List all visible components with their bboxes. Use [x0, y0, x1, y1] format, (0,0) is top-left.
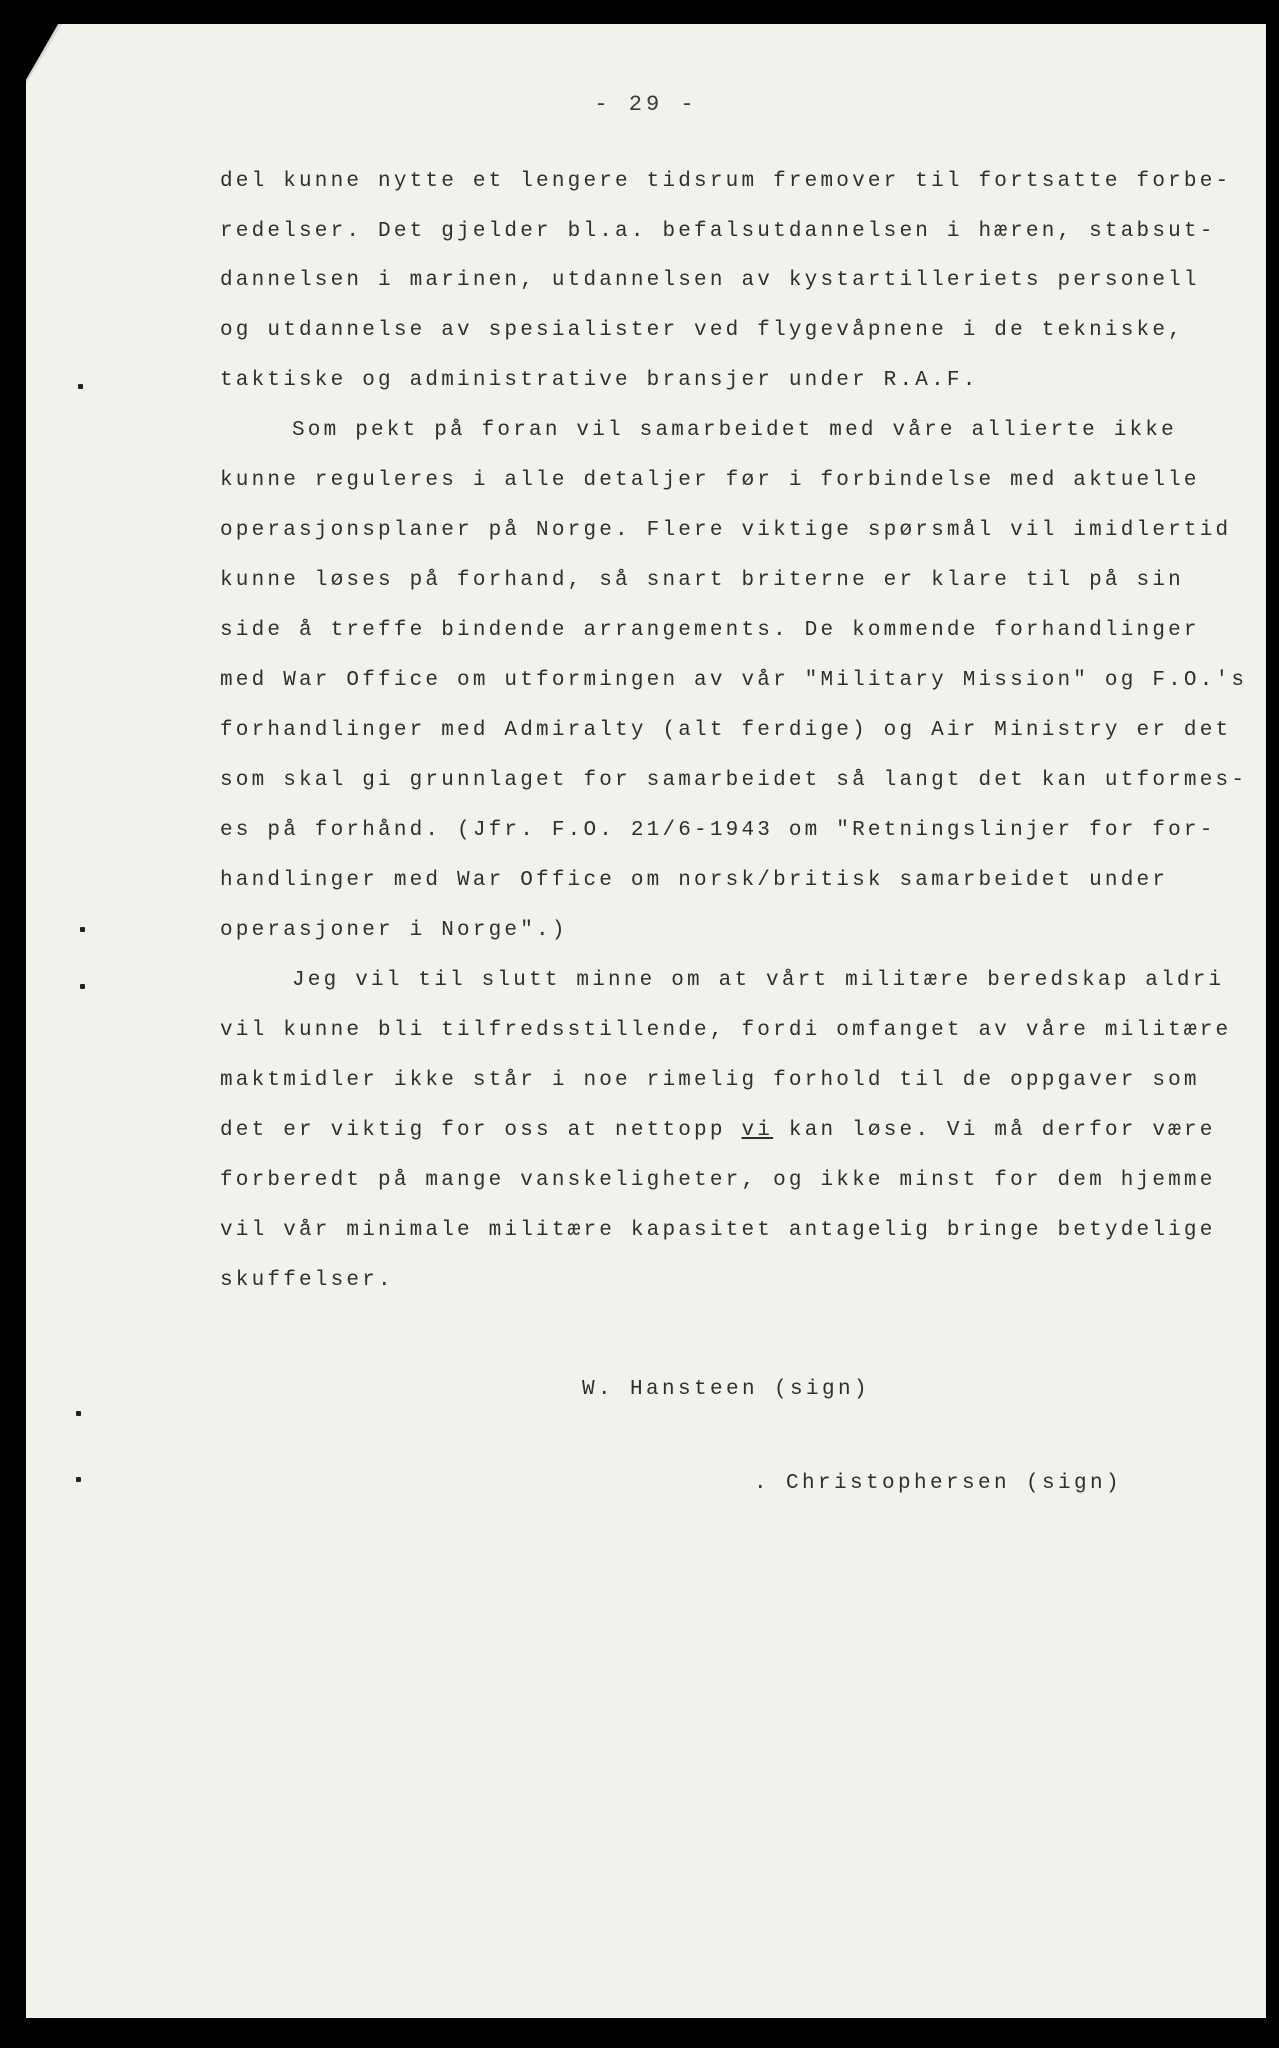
body-line: forberedt på mange vanskeligheter, og ikke minst for dem hjemme — [220, 1169, 1216, 1192]
body-line: taktiske og administrative bransjer under R.A.F. — [220, 369, 979, 392]
body-line: operasjonsplaner på Norge. Flere viktige spørsmål vil imidlertid — [220, 519, 1232, 542]
margin-mark — [80, 927, 85, 932]
body-line-part: det er viktig for oss at nettopp — [220, 1119, 726, 1142]
body-line: redelser. Det gjelder bl.a. befalsutdannelsen i hæren, stabsut- — [220, 220, 1216, 243]
folded-corner — [26, 24, 62, 84]
body-line-with-underline — [220, 1119, 1216, 1142]
body-line: Jeg vil til slutt minne om at vårt militære beredskap aldri — [292, 969, 1225, 992]
document-page — [26, 24, 1266, 2018]
body-line: operasjoner i Norge".) — [220, 919, 568, 942]
margin-mark — [76, 1477, 81, 1482]
margin-mark — [80, 984, 85, 989]
body-line: skuffelser. — [220, 1269, 394, 1292]
body-line: og utdannelse av spesialister ved flygevåpnene i de tekniske, — [220, 319, 1184, 342]
body-line: med War Office om utformingen av vår "Military Mission" og F.O.'s — [220, 669, 1248, 692]
body-line: vil vår minimale militære kapasitet antagelig bringe betydelige — [220, 1219, 1216, 1242]
body-line: som skal gi grunnlaget for samarbeidet så langt det kan utformes- — [220, 769, 1248, 792]
body-line-part: kan løse. Vi må derfor være — [788, 1119, 1216, 1142]
signature-hansteen: W. Hansteen (sign) — [582, 1378, 871, 1401]
body-line: kunne reguleres i alle detaljer før i forbindelse med aktuelle — [220, 469, 1200, 492]
margin-mark — [76, 1411, 81, 1416]
body-line: maktmidler ikke står i noe rimelig forhold til de oppgaver som — [220, 1069, 1200, 1092]
body-line: forhandlinger med Admiralty (alt ferdige) og Air Ministry er det — [220, 719, 1232, 742]
body-line: Som pekt på foran vil samarbeidet med våre allierte ikke — [292, 419, 1177, 442]
body-line: es på forhånd. (Jfr. F.O. 21/6-1943 om "Retningslinjer for for- — [220, 819, 1216, 842]
signature-christophersen: . Christophersen (sign) — [754, 1472, 1123, 1495]
underlined-word: vi — [741, 1119, 774, 1142]
page-number: - 29 - — [594, 92, 698, 117]
body-line: handlinger med War Office om norsk/britisk samarbeidet under — [220, 869, 1169, 892]
body-line: dannelsen i marinen, utdannelsen av kystartilleriets personell — [220, 269, 1200, 292]
margin-mark — [78, 384, 83, 389]
body-line: vil kunne bli tilfredsstillende, fordi omfanget av våre militære — [220, 1019, 1232, 1042]
body-line: side å treffe bindende arrangements. De kommende forhandlinger — [220, 619, 1200, 642]
body-line: kunne løses på forhand, så snart briterne er klare til på sin — [220, 569, 1184, 592]
body-line: del kunne nytte et lengere tidsrum fremover til fortsatte forbe- — [220, 170, 1232, 193]
